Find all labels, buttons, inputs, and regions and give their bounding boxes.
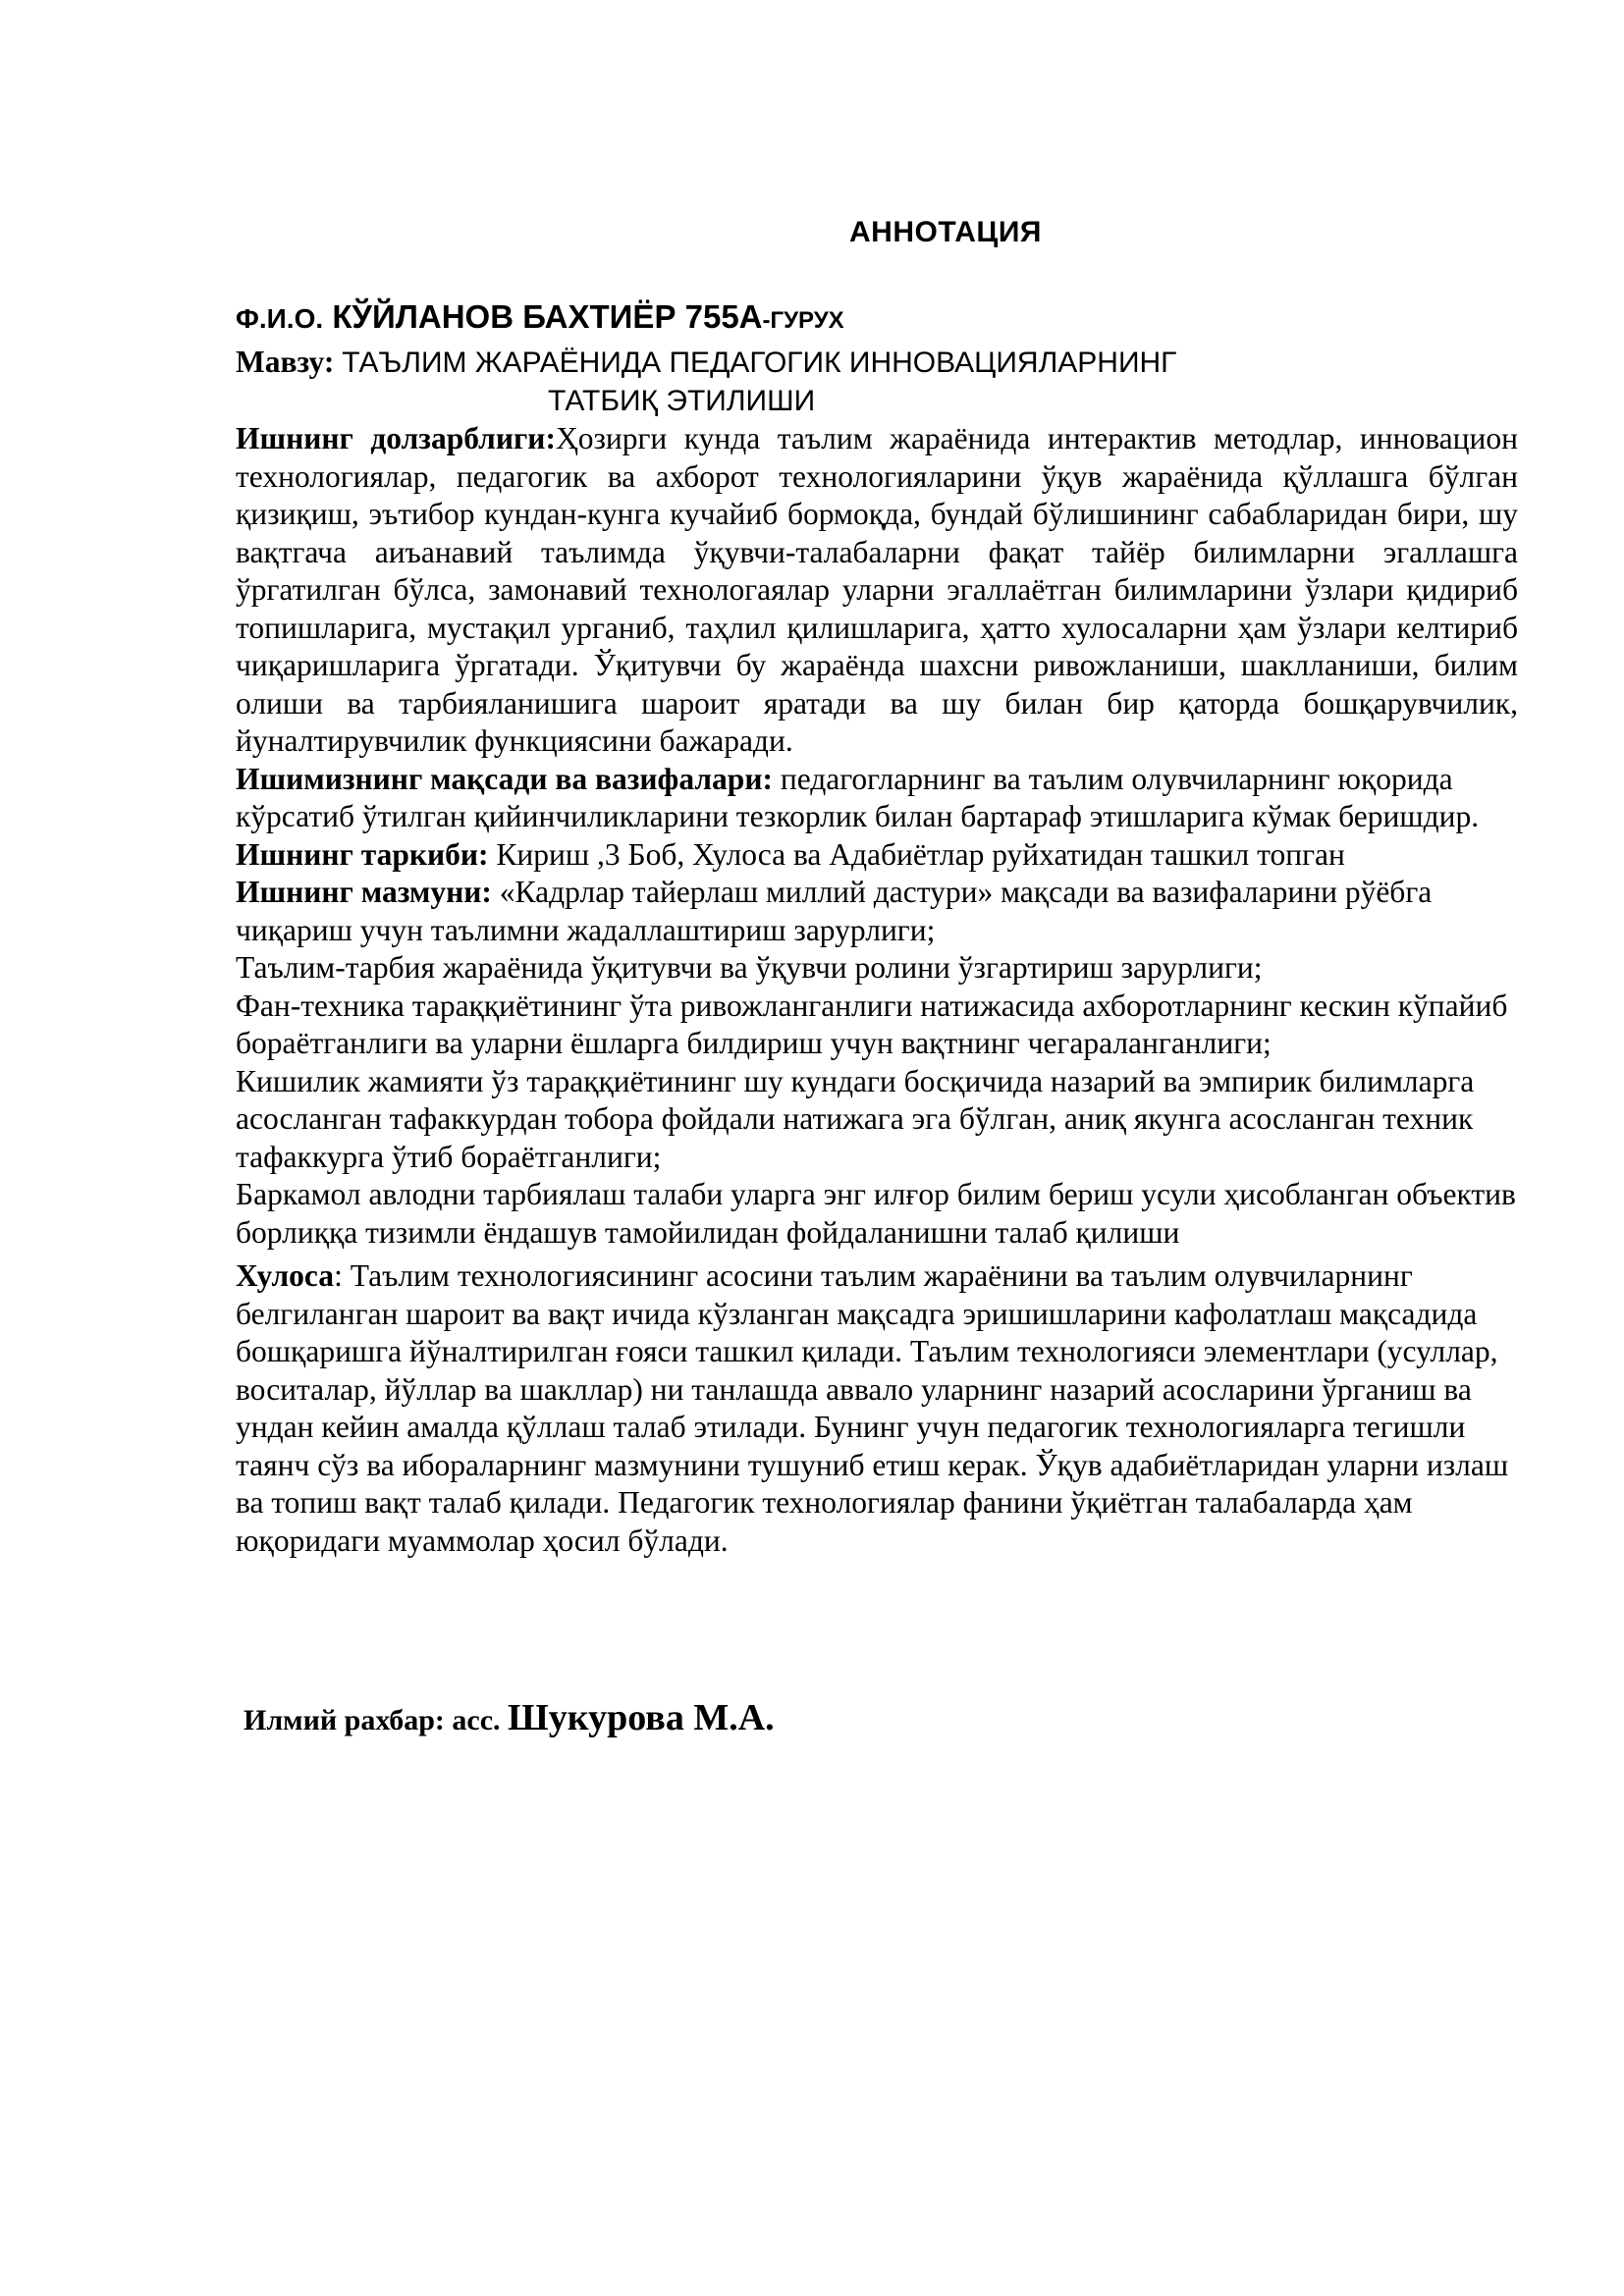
content-text: «Кадрлар тайерлаш миллий дастури» мақсади ва вазифаларини рўёбга чиқариш учун таълимни жадаллаштириш зарурлиги; [236,875,1433,947]
conclusion-paragraph [236,1257,1518,1560]
author-name: КЎЙЛАНОВ БАХТИЁР 755А [332,298,763,335]
fio-label: Ф.И.О. [236,303,324,334]
content-item: Таълим-тарбия жараёнида ўқитувчи ва ўқувчи ролини ўзгартириш зарурлиги; [236,950,1263,985]
topic-label: Мавзу: [236,345,335,379]
relevance-text: Ҳозирги кунда таълим жараёнида интерактив методлар, инновацион технологиялар, педагогик ва ахборот технологияларини ўқув жараёнида қўллашга бўлган қизиқиш, эътибор кундан-кунга кучайиб бормоқда, бундай бўлишининг сабабларидан бири, шу вақтгача аиъанавий таълимда ўқувчи-талабаларни фақат тайёр билимларни эгаллашга ўргатилган бўлса, замонавий технологаялар уларни эгаллаётган билимларини ўзлари қидириб топишларига, мустақил урганиб, таҳлил қилишларига, ҳатто хулосаларни ҳам ўзлари келтириб чиқаришларига ўргатади. Ўқитувчи бу жараёнда шахсни ривожланиши, шаклланиши, билим олиши ва тарбияланишига шароит яратади ва шу билан бир қаторда бошқарувчилик, йуналтирувчилик функциясини бажаради. [236,421,1518,758]
topic-title-line1: ТАЪЛИМ ЖАРАЁНИДА ПЕДАГОГИК ИННОВАЦИЯЛАРНИНГ [342,347,1177,379]
document-title: АННОТАЦИЯ [849,216,1042,248]
structure-text: Кириш ,3 Боб, Хулоса ва Адабиётлар руйхатидан ташкил топган [488,836,1345,872]
goals-label: Ишимизнинг мақсади ва вазифалари: [236,761,773,796]
content-label: Ишнинг мазмуни: [236,875,492,909]
conclusion-label: Хулоса [236,1258,335,1293]
topic-title-line2: ТАТБИҚ ЭТИЛИШИ [548,384,816,417]
relevance-paragraph [236,420,1518,761]
content-item: Баркамол авлодни тарбиялаш талаби уларга энг илғор билим бериш усули ҳисобланган объектив борлиққа тизимли ёндашув тамойилидан фойдаланишни талаб қилиши [236,1177,1516,1250]
relevance-label: Ишнинг долзарблиги: [236,421,556,455]
goals-paragraph [236,761,1518,836]
content-item: Кишилик жамияти ўз тараққиётининг шу кундаги босқичида назарий ва эмпирик билимларга асосланган тафаккурдан тобора фойдали натижага эга бўлган, аниқ якунга асосланган техник тафаккурга ўтиб бораётганлиги; [236,1063,1475,1174]
topic-line [236,344,1518,383]
conclusion-colon: : [334,1258,343,1293]
conclusion-text: Таълим технологиясининг асосини таълим жараёнини ва таълим олувчиларнинг белгиланган шароит ва вақт ичида кўзланган мақсадга эришишларини кафолатлаш мақсадида бошқаришга йўналтирилган ғояси ташкил қилади. Таълим технологияси элементлари (усуллар, воситалар, йўллар ва шакллар) ни танлашда аввало уларнинг назарий асосларини ўрганиш ва ундан кейин амалда қўллаш талаб этилади. Бунинг учун педагогик технологияларга тегишли таянч сўз ва ибораларнинг мазмунини тушуниб етиш керак. Ўқув адабиётларидан уларни излаш ва топиш вақт талаб қилади. Педагогик технологиялар фанини ўқиётган талабаларда ҳам юқоридаги муаммолар ҳосил бўлади. [236,1258,1509,1558]
goals-text: педагогларнинг ва таълим олувчиларнинг юқорида кўрсатиб ўтилган қийинчиликларини тезкорлик билан бартараф этишларига кўмак беришдир. [236,761,1480,833]
content-paragraph [236,874,1518,949]
structure-paragraph [236,836,1518,875]
document-page [236,216,1518,1560]
supervisor-name: Шукурова М.А. [508,1697,775,1738]
author-line [236,298,1518,336]
supervisor-label: Илмий рахбар: асс. [244,1704,509,1736]
group-suffix: -ГУРУХ [762,307,844,334]
content-item: Фан-техника тараққиётининг ўта ривожланганлиги натижасида ахборотларнинг кескин кўпайиб бораётганлиги ва уларни ёшларга билдириш учун вақтнинг чегараланганлиги; [236,988,1508,1060]
supervisor-line [244,1696,775,1739]
structure-label: Ишнинг таркиби: [236,836,489,872]
